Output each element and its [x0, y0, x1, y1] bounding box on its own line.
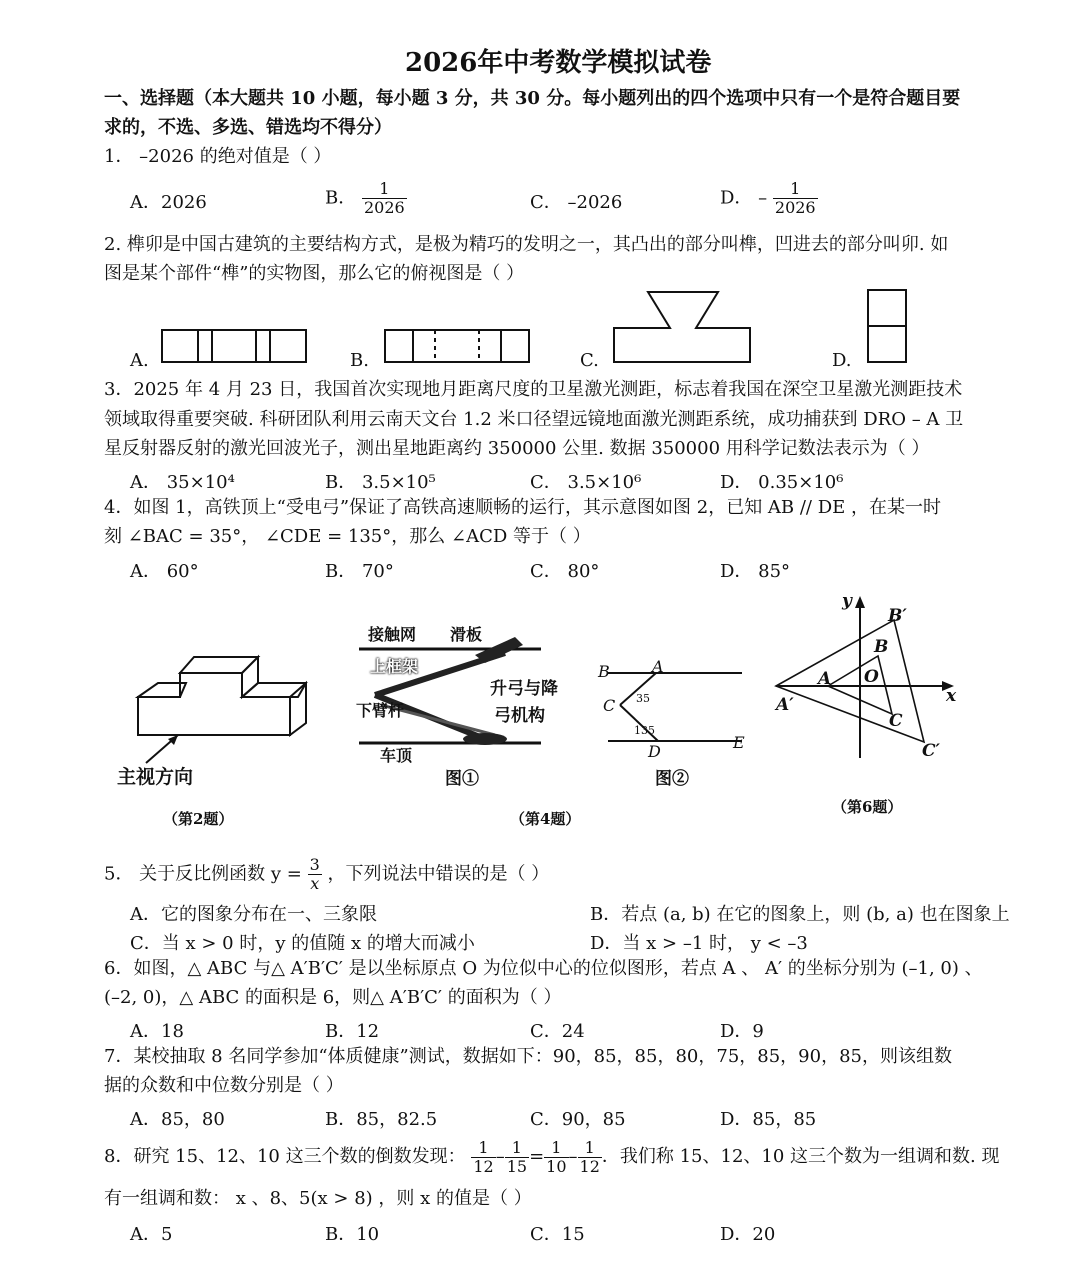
q2-stem-cont: 图是某个部件“榫”的实物图，那么它的俯视图是（ ）	[104, 263, 525, 284]
section-heading-cont: 求的，不选、多选、错选均不得分）	[104, 117, 392, 138]
q3-option-a: A． 35×10⁴	[130, 472, 235, 493]
fig4-label-contact-net: 接触网	[368, 625, 417, 644]
q2-option-a-figure	[160, 328, 310, 364]
fig4-angle-35: 35	[636, 692, 650, 705]
q7-stem-cont: 据的众数和中位数分别是（ ）	[104, 1075, 344, 1096]
q1-option-c: C． –2026	[530, 192, 623, 213]
q3-option-d: D． 0.35×10⁶	[720, 472, 844, 493]
q1-d-fraction: $\frac{1}{2026}$	[774, 179, 816, 217]
q7-stem: 7．某校抽取 8 名同学参加“体质健康”测试，数据如下：90，85，85，80，75，85，90，85，则该组数	[104, 1046, 952, 1067]
fig4-label-lower-arm: 下臂杆	[356, 701, 405, 720]
fig4-fig1-label: 图①	[445, 769, 479, 789]
fig6-label-y: y	[842, 591, 852, 611]
q8-stem-cont: 有一组调和数： x 、8、5(x > 8) ，则 x 的值是（ ）	[104, 1188, 532, 1209]
q6-option-c: C．24	[530, 1021, 585, 1042]
q1-stem: 1． –2026 的绝对值是（ ）	[104, 146, 332, 167]
q8-option-d: D．20	[720, 1224, 776, 1245]
q1-b-fraction: $\frac{1}{2026}$	[363, 179, 405, 217]
q3-stem-cont1: 领域取得重要突破. 科研团队利用云南天文台 1.2 米口径望远镜地面激光测距系统，成功捕获到 DRO – A 卫	[104, 409, 964, 430]
q4-stem-cont: 刻 ∠BAC = 35°， ∠CDE = 135°，那么 ∠ACD 等于（ ）	[104, 526, 591, 547]
q7-option-a: A．85，80	[130, 1109, 225, 1130]
fig6-label-a-prime: A′	[776, 695, 794, 715]
q3-option-b: B． 3.5×10⁵	[325, 472, 436, 493]
q1-option-a: A．2026	[130, 192, 207, 213]
page-title: 2026年中考数学模拟试卷	[405, 48, 712, 78]
q3-stem: 3．2025 年 4 月 23 日，我国首次实现地月距离尺度的卫星激光测距，标志着我国在深空卫星激光测距技术	[104, 379, 963, 400]
q6-option-a: A．18	[130, 1021, 184, 1042]
fig6-label-c-prime: C′	[922, 741, 941, 761]
q7-option-d: D．85，85	[720, 1109, 817, 1130]
q5-stem: 5． 关于反比例函数 y = $\frac{3}{x}$ ，下列说法中错误的是（ ）	[104, 855, 550, 893]
q7-option-c: C．90，85	[530, 1109, 626, 1130]
fig6-label-o: O	[864, 667, 879, 687]
fig4-point-b: B	[598, 662, 610, 681]
q2-option-d-figure	[866, 288, 910, 366]
fig6-label-x: x	[946, 686, 957, 706]
q2-option-a: A.	[130, 350, 149, 371]
section-heading: 一、选择题（本大题共 10 小题，每小题 3 分，共 30 分。每小题列出的四个选项中只有一个是符合题目要	[104, 88, 961, 109]
fig4-point-c: C	[603, 696, 616, 715]
q2-option-d: D.	[832, 350, 852, 371]
q4-option-a: A． 60°	[130, 561, 199, 582]
q8-option-c: C．15	[530, 1224, 585, 1245]
q8-fraction-4: $\frac{1}{12}$	[579, 1137, 600, 1176]
q5-option-d: D．当 x > –1 时， y < –3	[590, 933, 808, 954]
q7-option-b: B．85，82.5	[325, 1109, 438, 1130]
fig4-label-mechanism-cont: 弓机构	[494, 706, 545, 726]
q8-fraction-2: $\frac{1}{15}$	[506, 1137, 528, 1176]
q6-option-b: B．12	[325, 1021, 380, 1042]
q8-option-b: B．10	[325, 1224, 380, 1245]
fig4-label-upper-frame: 上框架	[370, 657, 419, 676]
fig6-label-b: B	[874, 637, 889, 657]
q2-option-c: C.	[580, 350, 599, 371]
fig4-label-slide: 滑板	[450, 625, 483, 644]
q5-fraction: $\frac{3}{x}$	[309, 855, 320, 893]
q2-option-b: B.	[350, 350, 369, 371]
fig6-label-a: A	[818, 669, 832, 689]
q6-option-d: D．9	[720, 1021, 764, 1042]
fig2-caption: （第2题）	[163, 810, 234, 828]
q5-option-a: A．它的图象分布在一、三象限	[130, 904, 377, 925]
q8-stem: 8．研究 15、12、10 这三个数的倒数发现： $\frac{1}{12}$ – $\frac{1}{15}$ = $\frac{1}{10}$ – $\frac{1}{12}$ ．我们称 15、12、10 这三个数为一组调和数. 现	[104, 1137, 1000, 1176]
q1-option-b: B． $\frac{1}{2026}$	[325, 179, 405, 217]
q4-option-c: C． 80°	[530, 561, 600, 582]
q3-stem-cont2: 星反射器反射的激光回波光子，测出星地距离约 350000 公里. 数据 350000 用科学记数法表示为（ ）	[104, 438, 930, 459]
q4-option-b: B． 70°	[325, 561, 394, 582]
q4-stem: 4．如图 1，高铁顶上“受电弓”保证了高铁高速顺畅的运行，其示意图如图 2，已知 AB // DE ，在某一时	[104, 497, 942, 518]
q5-option-c: C．当 x > 0 时，y 的值随 x 的增大而减小	[130, 933, 475, 954]
fig4-point-a: A	[652, 657, 664, 676]
fig6-label-c: C	[889, 711, 903, 731]
q6-stem: 6．如图，△ ABC 与△ A′B′C′ 是以坐标原点 O 为位似中心的位似图形，若点 A 、 A′ 的坐标分别为 (–1, 0) 、	[104, 958, 983, 979]
q8-fraction-3: $\frac{1}{10}$	[546, 1137, 567, 1176]
q2-option-c-figure	[612, 290, 754, 366]
q5-option-b: B．若点 (a, b) 在它的图象上，则 (b, a) 也在图象上	[590, 904, 1010, 925]
fig4-geometry-drawing	[596, 655, 756, 755]
fig4-angle-135: 135	[634, 724, 655, 737]
fig4-label-roof: 车顶	[380, 746, 413, 765]
fig6-caption: （第6题）	[832, 798, 903, 816]
q8-option-a: A．5	[130, 1224, 173, 1245]
q4-option-d: D． 85°	[720, 561, 791, 582]
q3-option-c: C． 3.5×10⁶	[530, 472, 642, 493]
q2-stem: 2. 榫卯是中国古建筑的主要结构方式，是极为精巧的发明之一，其凸出的部分叫榫，凹进去的部分叫卯. 如	[104, 234, 949, 255]
fig4-point-d: D	[648, 742, 661, 761]
fig4-point-e: E	[733, 733, 745, 752]
q1-option-d: D． – $\frac{1}{2026}$	[720, 179, 816, 217]
q8-fraction-1: $\frac{1}{12}$	[473, 1137, 494, 1176]
fig4-caption: （第4题）	[510, 810, 581, 828]
fig4-fig2-label: 图②	[655, 769, 689, 789]
q6-stem-cont: (–2, 0)，△ ABC 的面积是 6，则△ A′B′C′ 的面积为（ ）	[104, 987, 562, 1008]
fig2-view-label: 主视方向	[117, 766, 194, 788]
q2-option-b-figure	[383, 328, 533, 364]
fig6-label-b-prime: B′	[888, 606, 907, 626]
fig4-label-mechanism: 升弓与降	[490, 679, 558, 699]
